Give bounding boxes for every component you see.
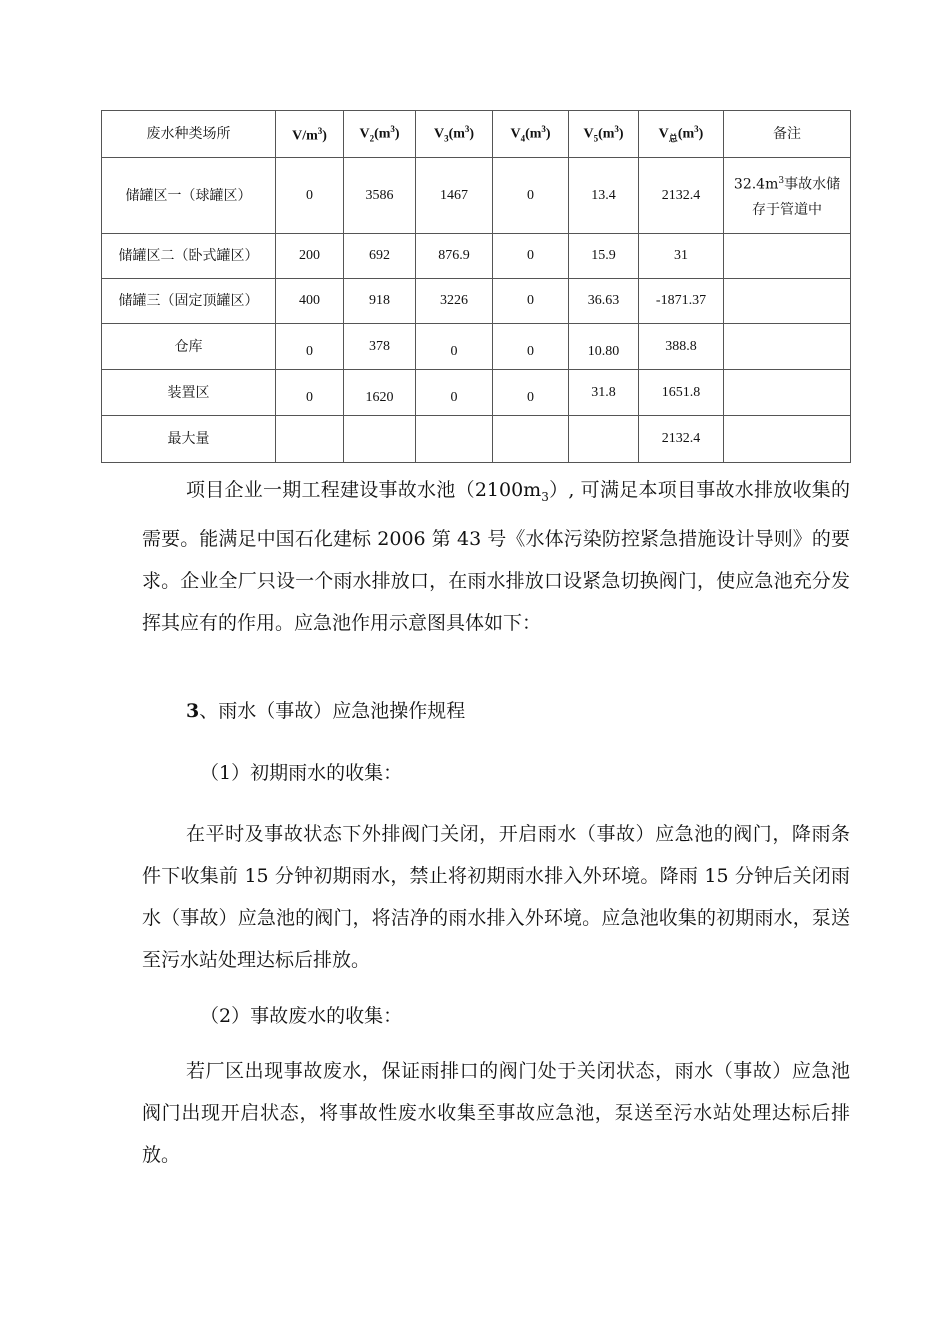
cell-v4: 0 — [493, 234, 569, 279]
paragraph-initial-rain: 在平时及事故状态下外排阀门关闭，开启雨水（事故）应急池的阀门，降雨条件下收集前 15 分钟初期雨水，禁止将初期雨水排入外环境。降雨 15 分钟后关闭雨水（事故）应急池的阀门，将洁净的雨水排入外环境。应急池收集的初期雨水，泵送至污水站处理达标后排放。 — [142, 823, 850, 971]
cell-v5: 36.63 — [569, 279, 639, 324]
cell-v4: 0 — [493, 370, 569, 416]
cell-v3: 0 — [416, 324, 493, 370]
cell-v: 0 — [276, 158, 344, 234]
cell-v3 — [416, 416, 493, 463]
header-v2: $V_2(m^3)$ — [344, 111, 416, 158]
cell-v2: 918 — [344, 279, 416, 324]
cell-v5: 15.9 — [569, 234, 639, 279]
cell-place: 仓库 — [102, 324, 276, 370]
cell-v3: 1467 — [416, 158, 493, 234]
wastewater-volume-table — [101, 110, 851, 463]
cell-v4 — [493, 416, 569, 463]
cell-note — [724, 234, 851, 279]
cell-note — [724, 324, 851, 370]
cell-v3: 0 — [416, 370, 493, 416]
cell-place: 储罐区二（卧式罐区） — [102, 234, 276, 279]
cell-place: 储罐三（固定顶罐区） — [102, 279, 276, 324]
header-v3: $V_3(m^3)$ — [416, 111, 493, 158]
header-vtotal: $V_总(m^3)$ — [639, 111, 724, 158]
cell-v5: 10.80 — [569, 324, 639, 370]
cell-vtotal: 2132.4 — [639, 158, 724, 234]
cell-v4: 0 — [493, 324, 569, 370]
cell-vtotal: 31 — [639, 234, 724, 279]
table-row — [102, 234, 851, 279]
cell-place: 储罐区一（球罐区） — [102, 158, 276, 234]
cell-place: 装置区 — [102, 370, 276, 416]
cell-v5: 31.8 — [569, 370, 639, 416]
table-row — [102, 158, 851, 234]
section-heading-3: 3、雨水（事故）应急池操作规程 — [186, 700, 466, 722]
cell-v2: 1620 — [344, 370, 416, 416]
table-header-row — [102, 111, 851, 158]
subheading-initial-rain: （1）初期雨水的收集： — [200, 762, 403, 784]
cell-v2: 692 — [344, 234, 416, 279]
cell-vtotal: 2132.4 — [639, 416, 724, 463]
subheading-accident-water: （2）事故废水的收集： — [200, 1005, 403, 1027]
cell-v: 0 — [276, 324, 344, 370]
cell-note — [724, 370, 851, 416]
table-row — [102, 324, 851, 370]
cell-v: 0 — [276, 370, 344, 416]
cell-vtotal: -1871.37 — [639, 279, 724, 324]
cell-note: $32.4m^3$事故水储存于管道中 — [724, 158, 851, 234]
cell-v2: 378 — [344, 324, 416, 370]
header-v5: $V_5(m^3)$ — [569, 111, 639, 158]
cell-note — [724, 279, 851, 324]
cell-v3: 876.9 — [416, 234, 493, 279]
cell-v4: 0 — [493, 279, 569, 324]
paragraph-accident-water: 若厂区出现事故废水，保证雨排口的阀门处于关闭状态，雨水（事故）应急池阀门出现开启状态，将事故性废水收集至事故应急池，泵送至污水站处理达标后排放。 — [142, 1060, 850, 1166]
paragraph-emergency-pool: 项目企业一期工程建设事故水池$(2100m_3)$, 可满足本项目事故水排放收集的需要。能满足中国石化建标 2006 第 43 号《水体污染防控紧急措施设计导则》的要求。企业全厂只设一个雨水排放口，在雨水排放口设紧急切换阀门，使应急池充分发挥其应有的作用。应急池作用示意图具体如下： — [142, 479, 850, 634]
cell-place: 最大量 — [102, 416, 276, 463]
cell-v2 — [344, 416, 416, 463]
table-row — [102, 279, 851, 324]
cell-v5: 13.4 — [569, 158, 639, 234]
cell-v: 400 — [276, 279, 344, 324]
header-v: $V/m^3$) — [276, 111, 344, 158]
table-row — [102, 370, 851, 416]
cell-v — [276, 416, 344, 463]
header-v4: $V_4(m^3)$ — [493, 111, 569, 158]
cell-v2: 3586 — [344, 158, 416, 234]
header-place: 废水种类场所 — [102, 111, 276, 158]
cell-vtotal: 388.8 — [639, 324, 724, 370]
cell-v: 200 — [276, 234, 344, 279]
cell-v4: 0 — [493, 158, 569, 234]
cell-v3: 3226 — [416, 279, 493, 324]
cell-vtotal: 1651.8 — [639, 370, 724, 416]
header-note: 备注 — [724, 111, 851, 158]
table-row — [102, 416, 851, 463]
cell-v5 — [569, 416, 639, 463]
cell-note — [724, 416, 851, 463]
